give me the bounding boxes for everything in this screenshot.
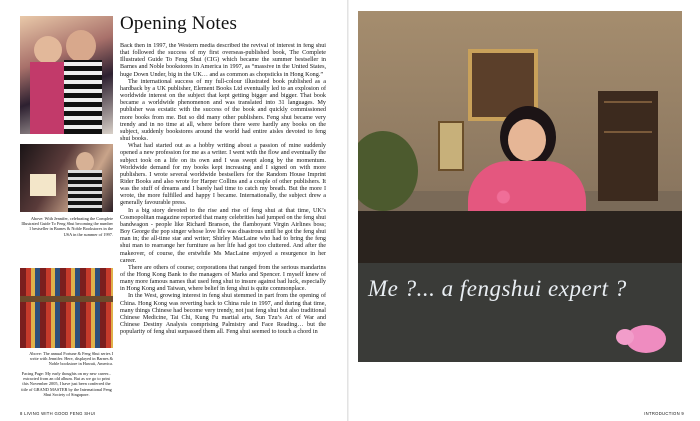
paragraph: The international success of my full-colour illustrated book published as a hardback by a UK publisher, Element Books Ltd eventually led to an explosion of worldwide interest on the subject that kept getting bigger and bigger. That book became a worldwide phenomenon and was translated into 31 languages. My publisher was ecstatic with the success of the book and quickly commissioned more books from me. But so did many other publishers. Feng shui became very trendy and in no time at all, where before there were hardly any books on the subject, suddenly bookstores around the world had entire aisles devoted to feng shui books. xyxy=(120,78,326,143)
page-title: Opening Notes xyxy=(120,13,238,34)
caption-facing-page: Facing Page: My early thoughts on my new career... extracted from an old album. But as we go to print this November 2005, I have just been conferred the title of GRAND MASTER by the International Feng Shui Society of Singapore. xyxy=(21,371,112,397)
paragraph: What had started out as a hobby writing about a passion of mine suddenly opened a new profession for me as a writer. I went with the flow and eventually the subject took on a life on its own and I was swept along by the momentum. Worldwide demand for my books kept increasing and I signed on with more publishers. I wrote several worldwide bestsellers for the Random House Imprint Rider Books and also wrote for Harper Collins and a couple of other publishers. It was the stuff of dreams and I barely had time to catch my breath. But the more I wrote, the more fulfilled and happy I became. Internationally, the subject drew a generally favourable press. xyxy=(120,143,326,207)
body-text xyxy=(120,43,326,406)
paragraph: There are others of course; corporations that ranged from the serious mandarins of the Hong Kong Bank to the managers of Marks and Spencer. I myself knew of many more famous names that used feng shui to insure against bad luck, especially in Hong Kong and Taiwan, where belief in feng shui is quite commonplace. xyxy=(120,264,326,293)
paragraph: In the West, growing interest in feng shui stemmed in part from the opening of China. Hong Kong was reverting back to China rule in 1997, and during that time, many things Chinese had become very trendy, not just feng shui but also traditional Chinese Medicine, Tai Chi, Kung Fu martial arts, Sun Tzu’s Art of War and Chinese Destiny Analysis comprising Palmistry and Face Reading… but the popularity of feng shui surpassed them all. Feng shui seemed to touch a chord in xyxy=(120,293,326,336)
paragraph: In a big story devoted to the rise and rise of feng shui at that time, UK’s Cosmopolitan magazine reported that many celebrities had jumped on the feng shui bandwagon - people like Richard Branson, the flamboyant Virgin Airlines boss; Boy George the pop singer whose love life was disastrous until he got the feng shui man in; the all-time star and writer; Shirley MacLaine who had to bring the feng shui man to rearrange her furniture as her life had got too cluttered. And after the makeover, of course, the erstwhile Ms MacLaine enjoyed a resurgence in her career. xyxy=(120,207,326,264)
caption-bestseller: Above: With Jennifer, celebrating the Complete Illustrated Guide To Feng Shui becoming the number 1 bestseller in Barnes & Noble Bookstores in the USA in the summer of 1997. xyxy=(21,216,113,237)
photo-bookstore xyxy=(20,268,113,348)
photo-portrait xyxy=(358,11,682,362)
caption-bookstore: Above: The annual Fortune & Feng Shui series I write with Jennifer. Here, displayed in Barnes & Noble bookstore in Hawaii, America. xyxy=(29,351,113,367)
photo-celebration xyxy=(20,16,113,134)
page-number-left: 8 LIVING WITH GOOD FENG SHUI xyxy=(20,411,96,416)
photo-bestseller xyxy=(20,144,113,212)
page-fold xyxy=(347,0,349,421)
paragraph: Back then in 1997, the Western media described the revival of interest in feng shui that followed the success of my first overseas-published book, The Complete Illustrated Guide To Feng Shui (CIG) which became the summer bestseller in Barnes and Noble bookstores in America in 1997, as “massive in the United States, huge Down Under, big in the UK… and as common as chopsticks in Hong Kong.” xyxy=(120,43,326,78)
handwritten-note: Me ?... a fengshui expert ? xyxy=(368,276,627,301)
page-number-right: INTRODUCTION 9 xyxy=(644,411,684,416)
